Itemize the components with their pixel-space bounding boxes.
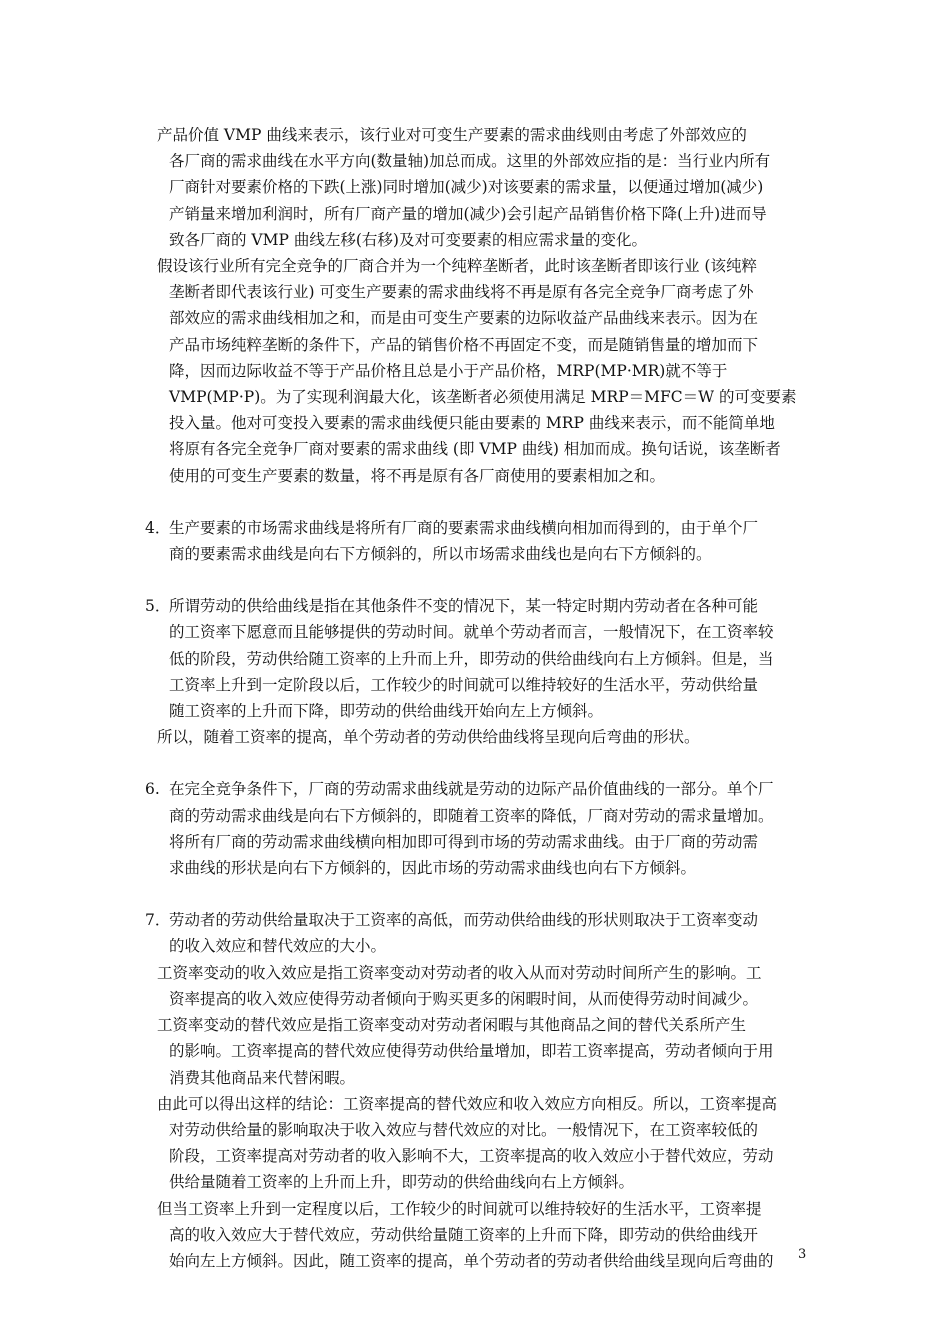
text-line: 由此可以得出这样的结论：工资率提高的替代效应和收入效应方向相反。所以，工资率提高 (157, 1094, 778, 1113)
paragraph (145, 253, 810, 489)
document-body (145, 122, 810, 1274)
page-number: 3 (798, 1247, 807, 1262)
text-line: 所以，随着工资率的提高，单个劳动者的劳动供给曲线将呈现向后弯曲的形状。 (157, 728, 700, 747)
item-number: 4． (145, 518, 171, 537)
text-line: 产品市场纯粹垄断的条件下，产品的销售价格不再固定不变，而是随销售量的增加而下 (169, 335, 759, 354)
text-line: 求曲线的形状是向右下方倾斜的，因此市场的劳动需求曲线也向右下方倾斜。 (169, 859, 697, 878)
text-line: 商的劳动需求曲线是向右下方倾斜的，即随着工资率的降低，厂商对劳动的需求量增加。 (169, 806, 774, 825)
text-line: 生产要素的市场需求曲线是将所有厂商的要素需求曲线横向相加而得到的，由于单个厂 (169, 518, 759, 537)
paragraph (145, 1091, 810, 1196)
text-line: VMP(MP·P)。为了实现利润最大化，该垄断者必须使用满足 MRP＝MFC＝W 的可变要素 (169, 388, 797, 407)
text-line: 商的要素需求曲线是向右下方倾斜的，所以市场需求曲线也是向右下方倾斜的。 (169, 545, 712, 564)
item-number: 5． (145, 597, 171, 616)
text-line: 在完全竞争条件下，厂商的劳动需求曲线就是劳动的边际产品价值曲线的一部分。单个厂 (169, 780, 774, 799)
text-line: 垄断者即代表该行业) 可变生产要素的需求曲线将不再是原有各完全竞争厂商考虑了外 (169, 283, 754, 302)
text-line: 假设该行业所有完全竞争的厂商合并为一个纯粹垄断者，此时该垄断者即该行业 (该纯粹 (157, 257, 757, 276)
text-line: 的工资率下愿意而且能够提供的劳动时间。就单个劳动者而言，一般情况下，在工资率较 (169, 623, 774, 642)
paragraph (145, 1012, 810, 1091)
text-line: 将所有厂商的劳动需求曲线横向相加即可得到市场的劳动需求曲线。由于厂商的劳动需 (169, 832, 759, 851)
paragraph (145, 1196, 810, 1275)
text-line: 各厂商的需求曲线在水平方向(数量轴)加总而成。这里的外部效应指的是：当行业内所有 (169, 152, 771, 171)
text-line: 随工资率的上升而下降，即劳动的供给曲线开始向左上方倾斜。 (169, 702, 604, 721)
text-line: 但当工资率上升到一定程度以后，工作较少的时间就可以维持较好的生活水平，工资率提 (157, 1199, 762, 1218)
item-number: 6. (145, 780, 160, 799)
text-line: 使用的可变生产要素的数量，将不再是原有各厂商使用的要素相加之和。 (169, 466, 666, 485)
text-line: 致各厂商的 VMP 曲线左移(右移)及对可变要素的相应需求量的变化。 (169, 230, 647, 249)
text-line: 资率提高的收入效应使得劳动者倾向于购买更多的闲暇时间，从而使得劳动时间减少。 (169, 989, 759, 1008)
text-line: 工资率变动的替代效应是指工资率变动对劳动者闲暇与其他商品之间的替代关系所产生 (157, 1016, 747, 1035)
paragraph (145, 122, 810, 253)
numbered-item (145, 593, 810, 724)
text-line: 工资率上升到一定阶段以后，工作较少的时间就可以维持较好的生活水平，劳动供给量 (169, 675, 759, 694)
text-line: 降，因而边际收益不等于产品价格且总是小于产品价格，MRP(MP·MR)就不等于 (169, 361, 728, 380)
text-line: 所谓劳动的供给曲线是指在其他条件不变的情况下，某一特定时期内劳动者在各种可能 (169, 597, 759, 616)
text-line: 的影响。工资率提高的替代效应使得劳动供给量增加，即若工资率提高，劳动者倾向于用 (169, 1042, 774, 1061)
text-line: 工资率变动的收入效应是指工资率变动对劳动者的收入从而对劳动时间所产生的影响。工 (157, 963, 762, 982)
paragraph (145, 724, 810, 750)
numbered-item (145, 776, 810, 881)
text-line: 产品价值 VMP 曲线来表示，该行业对可变生产要素的需求曲线则由考虑了外部效应的 (157, 126, 747, 144)
paragraph (145, 960, 810, 1012)
item-number: 7． (145, 911, 171, 930)
text-line: 劳动者的劳动供给量取决于工资率的高低，而劳动供给曲线的形状则取决于工资率变动 (169, 911, 759, 930)
text-line: 供给量随着工资率的上升而上升，即劳动的供给曲线向右上方倾斜。 (169, 1173, 635, 1192)
numbered-item (145, 907, 810, 959)
text-line: 始向左上方倾斜。因此，随工资率的提高，单个劳动者的劳动者供给曲线呈现向后弯曲的 (169, 1251, 774, 1270)
text-line: 产销量来增加利润时，所有厂商产量的增加(减少)会引起产品销售价格下降(上升)进而导 (169, 204, 767, 223)
text-line: 对劳动供给量的影响取决于收入效应与替代效应的对比。一般情况下，在工资率较低的 (169, 1120, 759, 1139)
text-line: 的收入效应和替代效应的大小。 (169, 937, 387, 956)
text-line: 消费其他商品来代替闲暇。 (169, 1068, 356, 1087)
text-line: 低的阶段，劳动供给随工资率的上升而上升，即劳动的供给曲线向右上方倾斜。但是，当 (169, 649, 774, 668)
text-line: 将原有各完全竞争厂商对要素的需求曲线 (即 VMP 曲线) 相加而成。换句话说，该垄断者 (169, 440, 781, 459)
text-line: 部效应的需求曲线相加之和，而是由可变生产要素的边际收益产品曲线来表示。因为在 (169, 309, 759, 328)
numbered-item (145, 515, 810, 567)
text-line: 高的收入效应大于替代效应，劳动供给量随工资率的上升而下降，即劳动的供给曲线开 (169, 1225, 759, 1244)
text-line: 厂商针对要素价格的下跌(上涨)同时增加(减少)对该要素的需求量，以便通过增加(减少) (169, 178, 764, 197)
text-line: 阶段，工资率提高对劳动者的收入影响不大，工资率提高的收入效应小于替代效应，劳动 (169, 1147, 774, 1166)
text-line: 投入量。他对可变投入要素的需求曲线便只能由要素的 MRP 曲线来表示，而不能简单地 (169, 414, 775, 433)
